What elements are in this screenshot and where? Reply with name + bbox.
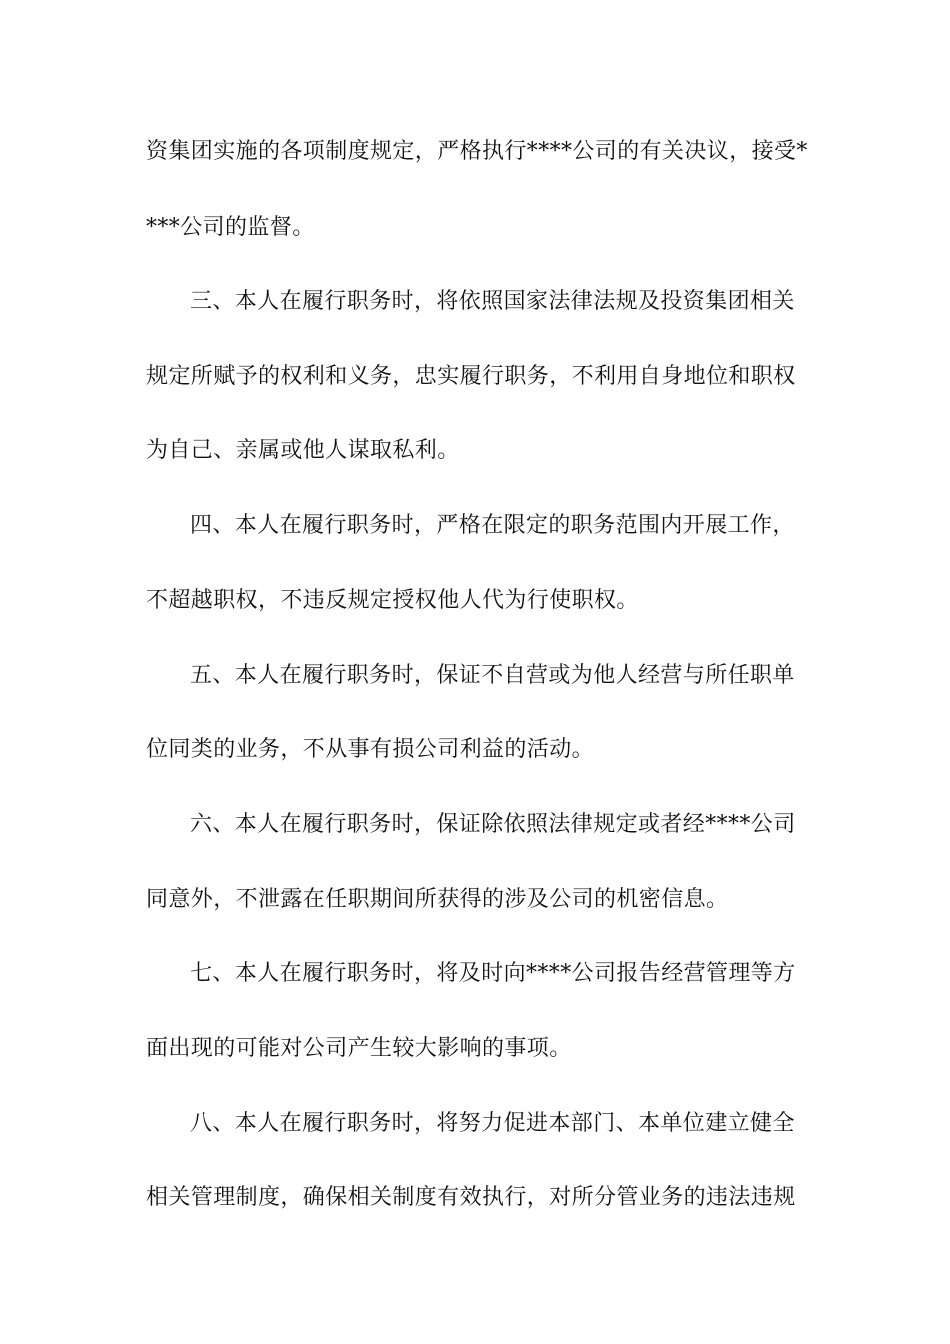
text-line: 规定所赋予的权利和义务，忠实履行职务，不利用自身地位和职权 xyxy=(146,364,796,389)
text-line: 面出现的可能对公司产生较大影响的事项。 xyxy=(146,1036,572,1061)
paragraph-eight-line: 八、本人在履行职务时，将努力促进本部门、本单位建立健全 xyxy=(190,1111,795,1136)
text-line: 不超越职权，不违反规定授权他人代为行使职权。 xyxy=(146,588,639,613)
text-line: 相关管理制度，确保相关制度有效执行，对所分管业务的违法违规 xyxy=(146,1185,796,1210)
text-line: 位同类的业务，不从事有损公司利益的活动。 xyxy=(146,737,595,762)
paragraph-seven-line: 七、本人在履行职务时，将及时向****公司报告经营管理等方 xyxy=(190,961,796,986)
text-line: 为自己、亲属或他人谋取私利。 xyxy=(146,438,460,463)
text-line: 同意外，不泄露在任职期间所获得的涉及公司的机密信息。 xyxy=(146,887,729,912)
paragraph-four-line: 四、本人在履行职务时，严格在限定的职务范围内开展工作， xyxy=(190,513,795,538)
paragraph-five-line: 五、本人在履行职务时，保证不自营或为他人经营与所任职单 xyxy=(190,663,795,688)
text-line: ***公司的监督。 xyxy=(146,215,315,240)
paragraph-six-line: 六、本人在履行职务时，保证除依照法律规定或者经****公司 xyxy=(190,812,796,837)
paragraph-three-line: 三、本人在履行职务时，将依照国家法律法规及投资集团相关 xyxy=(190,289,795,314)
text-line: 资集团实施的各项制度规定，严格执行****公司的有关决议，接受* xyxy=(146,139,808,164)
